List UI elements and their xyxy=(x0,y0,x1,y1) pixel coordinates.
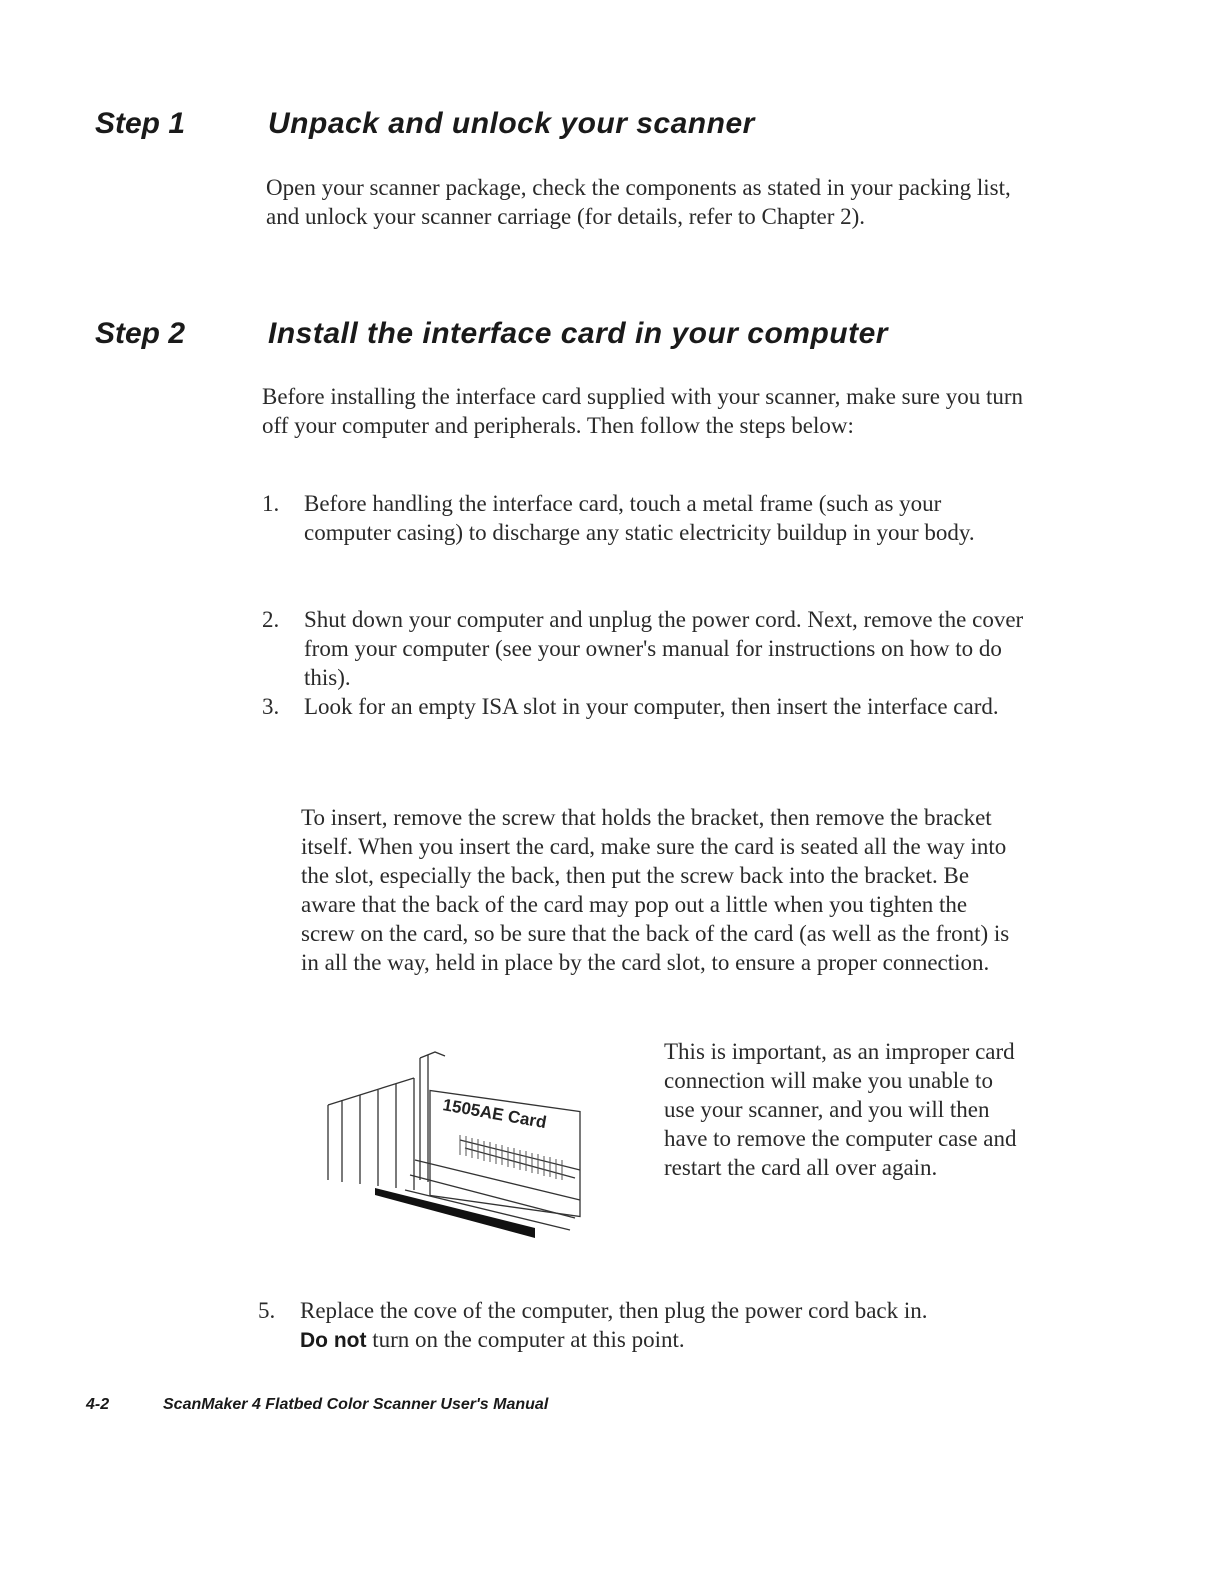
footer-page-number: 4-2 xyxy=(86,1396,110,1413)
list-item-3-text: Look for an empty ISA slot in your computer, then insert the interface card. xyxy=(304,694,999,719)
list-item-1-number: 1. xyxy=(262,491,280,516)
do-not-emphasis: Do not xyxy=(300,1329,367,1352)
insert-instructions: To insert, remove the screw that holds the bracket, then remove the bracket itself. When you insert the card, make sure the card is seated all the way into the slot, especially the back, then put the screw back into the bracket. Be aware that the back of the card may pop out a little when you tighten the screw on the card, so be sure that the back of the card (as well as the front) is in all the way, held in place by the card slot, to ensure a proper connection. xyxy=(301,805,1010,975)
footer-manual-title: ScanMaker 4 Flatbed Color Scanner User's Manual xyxy=(163,1396,549,1413)
step-2-title: Install the interface card in your computer xyxy=(268,317,888,350)
list-item-5-text xyxy=(300,1296,1025,1355)
list-item-3-number: 3. xyxy=(262,694,280,719)
step-2-intro: Before installing the interface card supplied with your scanner, make sure you turn off your computer and peripherals. Then follow the steps below: xyxy=(262,384,1024,438)
list-item-1-text: Before handling the interface card, touch a metal frame (such as your computer casing) to discharge any static electricity buildup in your body. xyxy=(304,491,975,545)
interface-card-illustration xyxy=(320,1040,610,1245)
list-item-2-text: Shut down your computer and unplug the power cord. Next, remove the cover from your computer (see your owner's manual for instructions on how to do this). xyxy=(304,607,1024,690)
list-item-5-line2: turn on the computer at this point. xyxy=(366,1327,685,1352)
list-item-5-number: 5. xyxy=(258,1298,276,1323)
list-item-2-number: 2. xyxy=(262,607,280,632)
card-label: 1505AE Card xyxy=(441,1095,548,1133)
list-item-5-line1: Replace the cove of the computer, then plug the power cord back in. xyxy=(300,1298,928,1323)
step-1-body: Open your scanner package, check the components as stated in your packing list, and unlock your scanner carriage (for details, refer to Chapter 2). xyxy=(266,175,1011,229)
important-note: This is important, as an improper card connection will make you unable to use your scanner, and you will then have to remove the computer case and restart the card all over again. xyxy=(664,1039,1017,1180)
step-1-label: Step 1 xyxy=(95,107,186,140)
step-2-label: Step 2 xyxy=(95,317,186,350)
step-1-title: Unpack and unlock your scanner xyxy=(268,107,755,140)
